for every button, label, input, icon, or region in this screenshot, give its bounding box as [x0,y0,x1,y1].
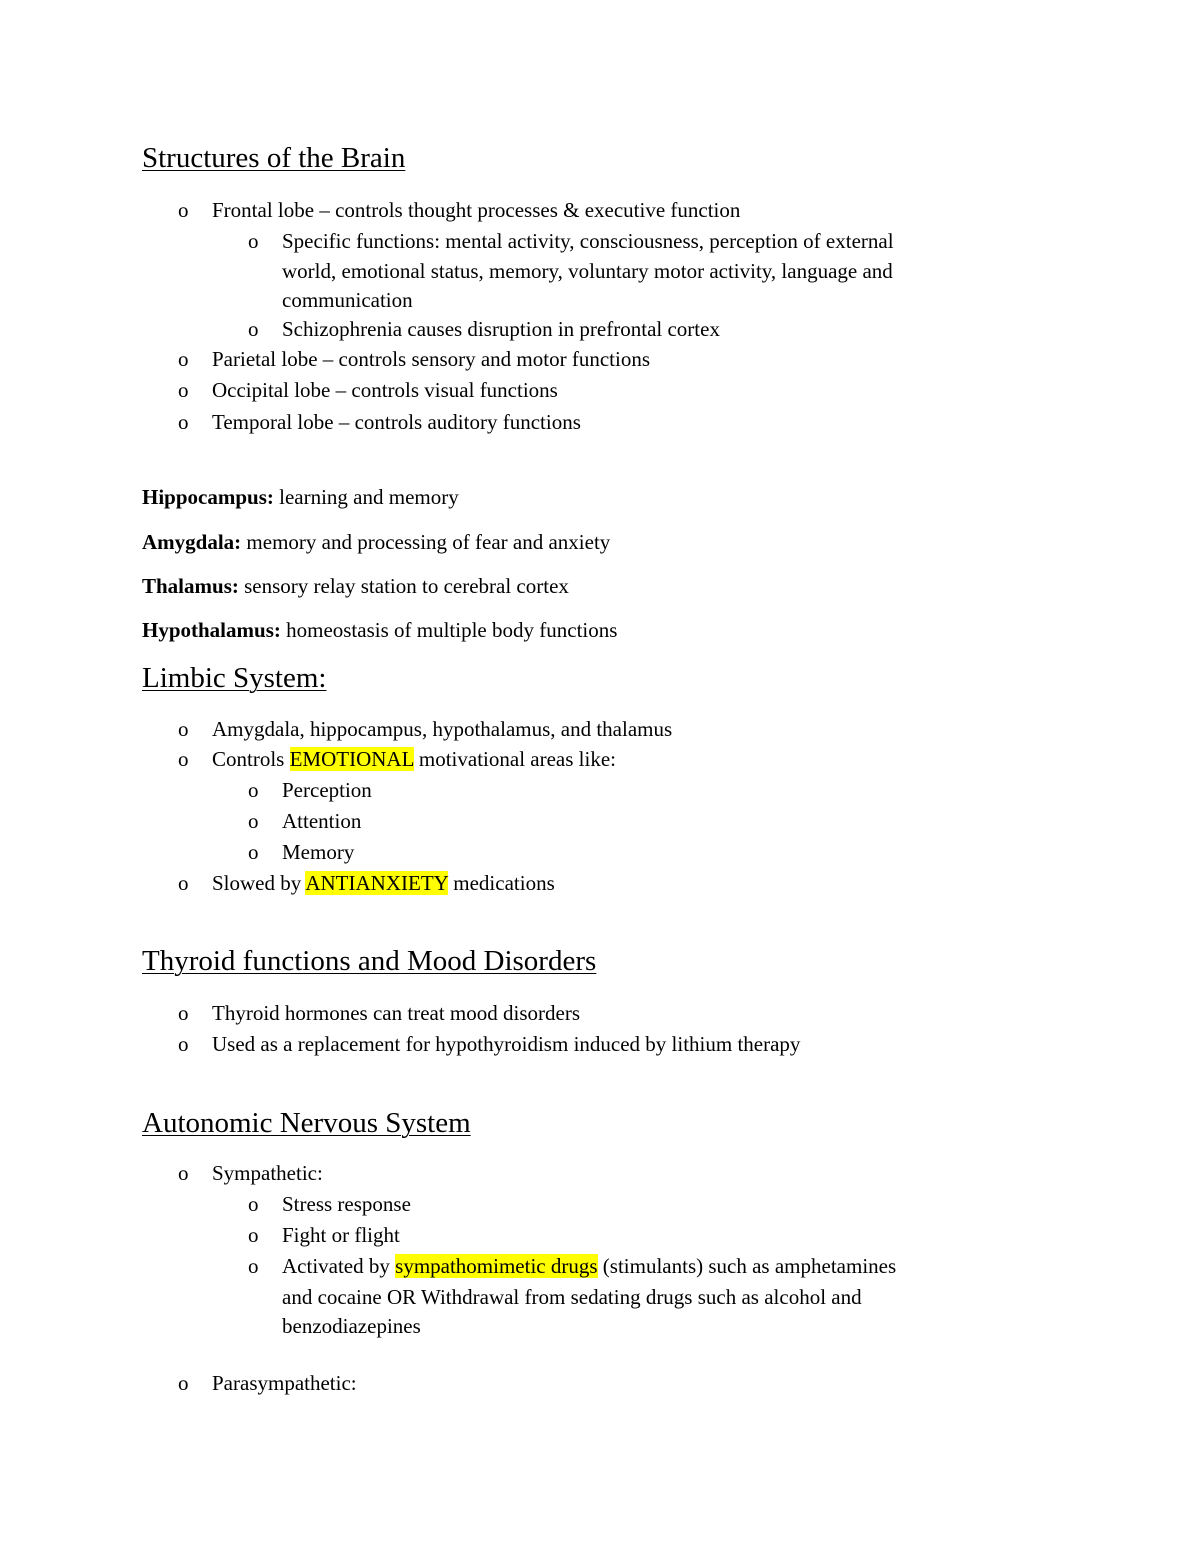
term-amygdala: Amygdala: memory and processing of fear and anxiety [142,530,611,554]
bullet-icon: o [248,1192,259,1216]
list-item: o Controls EMOTIONAL motivational areas like: [212,744,616,774]
term-hippocampus: Hippocampus: learning and memory [142,485,459,509]
list-item: o Slowed by ANTIANXIETY medications [212,868,555,898]
list-item-continuation: world, emotional status, memory, voluntary motor activity, language and [282,259,893,283]
list-item: o Occipital lobe – controls visual functions [212,375,558,405]
bullet-icon: o [178,717,189,741]
bullet-icon: o [178,1001,189,1025]
list-item: o Thyroid hormones can treat mood disorders [212,998,580,1028]
list-item: o Temporal lobe – controls auditory functions [212,407,581,437]
term-thalamus: Thalamus: sensory relay station to cerebral cortex [142,574,569,598]
list-item: o Sympathetic: [212,1158,323,1188]
list-item: o Attention [282,806,361,836]
list-item: o Memory [282,837,354,867]
bullet-icon: o [178,378,189,402]
list-item: o Activated by sympathomimetic drugs (stimulants) such as amphetamines [282,1251,896,1281]
bullet-icon: o [178,1032,189,1056]
bullet-icon: o [248,229,259,253]
bullet-icon: o [178,747,189,771]
list-item: o Specific functions: mental activity, consciousness, perception of external [282,226,894,256]
section-title-brain: Structures of the Brain [142,142,406,174]
list-item: o Used as a replacement for hypothyroidism induced by lithium therapy [212,1029,800,1059]
bullet-icon: o [178,410,189,434]
section-title-thyroid: Thyroid functions and Mood Disorders [142,945,597,977]
bullet-icon: o [248,778,259,802]
list-item: o Amygdala, hippocampus, hypothalamus, and thalamus [212,714,672,744]
list-item: o Parasympathetic: [212,1368,357,1398]
bullet-icon: o [178,347,189,371]
bullet-icon: o [178,1161,189,1185]
bullet-icon: o [178,1371,189,1395]
bullet-icon: o [178,198,189,222]
section-title-limbic: Limbic System: [142,662,327,694]
section-title-ans: Autonomic Nervous System [142,1107,471,1139]
list-item: o Frontal lobe – controls thought processes & executive function [212,195,740,225]
bullet-icon: o [248,809,259,833]
bullet-icon: o [248,840,259,864]
list-item-continuation: communication [282,288,413,312]
bullet-icon: o [248,317,259,341]
bullet-icon: o [248,1223,259,1247]
list-item: o Stress response [282,1189,411,1219]
list-item-continuation: and cocaine OR Withdrawal from sedating drugs such as alcohol and [282,1285,862,1309]
list-item-continuation: benzodiazepines [282,1314,421,1338]
list-item: o Perception [282,775,372,805]
list-item: o Parietal lobe – controls sensory and motor functions [212,344,650,374]
bullet-icon: o [248,1254,259,1278]
highlighted-text: sympathomimetic drugs [395,1254,598,1278]
term-hypothalamus: Hypothalamus: homeostasis of multiple body functions [142,618,618,642]
bullet-icon: o [178,871,189,895]
list-item: o Schizophrenia causes disruption in prefrontal cortex [282,314,720,344]
highlighted-text: EMOTIONAL [289,747,414,771]
highlighted-text: ANTIANXIETY [305,871,449,895]
list-item: o Fight or flight [282,1220,400,1250]
